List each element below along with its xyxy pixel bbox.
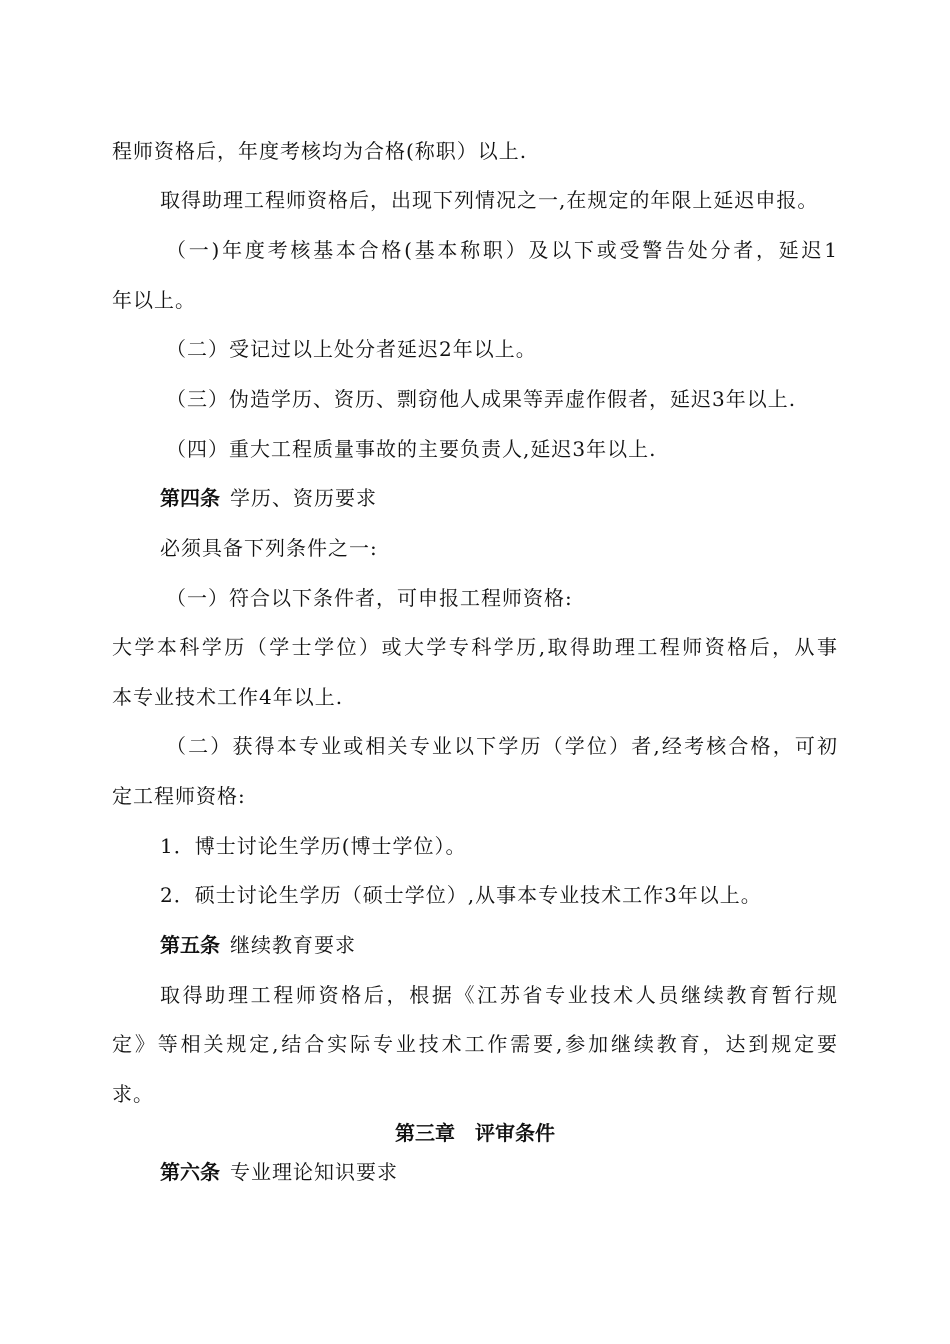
list-item-text: 1．博士讨论生学历(博士学位）。 bbox=[160, 834, 467, 858]
paragraph-text: （二）受记过以上处分者延迟2年以上。 bbox=[166, 337, 537, 361]
paragraph-line: 大学本科学历（学士学位）或大学专科学历,取得助理工程师资格后，从事 bbox=[112, 635, 838, 659]
paragraph-line bbox=[166, 585, 840, 611]
list-item bbox=[160, 882, 840, 908]
article-title: 继续教育要求 bbox=[230, 933, 356, 957]
paragraph-line: （一)年度考核基本合格(基本称职）及以下或受警告处分者，延迟1 bbox=[166, 238, 838, 262]
paragraph-line bbox=[112, 138, 840, 164]
paragraph-text: 本专业技术工作4年以上. bbox=[112, 685, 344, 709]
list-item-text: 2．硕士讨论生学历（硕士学位）,从事本专业技术工作3年以上。 bbox=[160, 883, 762, 907]
paragraph-text: （四）重大工程质量事故的主要负责人,延迟3年以上. bbox=[166, 437, 657, 461]
paragraph-line bbox=[112, 684, 840, 710]
paragraph-line bbox=[112, 783, 840, 809]
paragraph-text: 定工程师资格: bbox=[112, 784, 246, 808]
article-title: 专业理论知识要求 bbox=[230, 1160, 398, 1184]
paragraph-line bbox=[166, 336, 840, 362]
paragraph-line: （二）获得本专业或相关专业以下学历（学位）者,经考核合格，可初 bbox=[166, 734, 838, 758]
paragraph-line bbox=[112, 1081, 840, 1107]
article-heading bbox=[160, 485, 840, 511]
article-number: 第五条 bbox=[160, 933, 220, 957]
article-number: 第六条 bbox=[160, 1160, 220, 1184]
paragraph-text: （三）伪造学历、资历、剽窃他人成果等弄虚作假者，延迟3年以上. bbox=[166, 387, 797, 411]
article-title: 学历、资历要求 bbox=[230, 486, 377, 510]
paragraph-text: 求。 bbox=[112, 1082, 154, 1106]
paragraph-text: 取得助理工程师资格后，出现下列情况之一,在规定的年限上延迟申报。 bbox=[160, 188, 819, 212]
article-heading bbox=[160, 932, 840, 958]
paragraph-line: 定》等相关规定,结合实际专业技术工作需要,参加继续教育，达到规定要 bbox=[112, 1032, 838, 1056]
article-heading bbox=[160, 1159, 840, 1185]
paragraph-line bbox=[166, 386, 840, 412]
paragraph-line bbox=[166, 436, 840, 462]
chapter-heading: 第三章 评审条件 bbox=[395, 1121, 555, 1145]
paragraph-text: 年以上。 bbox=[112, 288, 196, 312]
paragraph-line bbox=[112, 287, 840, 313]
paragraph-line bbox=[160, 187, 840, 213]
article-number: 第四条 bbox=[160, 486, 220, 510]
paragraph-line bbox=[160, 535, 840, 561]
paragraph-text: 必须具备下列条件之一: bbox=[160, 536, 378, 560]
paragraph-line: 取得助理工程师资格后，根据《江苏省专业技术人员继续教育暂行规 bbox=[160, 983, 838, 1007]
paragraph-text: 程师资格后，年度考核均为合格(称职）以上. bbox=[112, 139, 528, 163]
list-item bbox=[160, 833, 840, 859]
paragraph-text: （一）符合以下条件者，可申报工程师资格: bbox=[166, 586, 573, 610]
